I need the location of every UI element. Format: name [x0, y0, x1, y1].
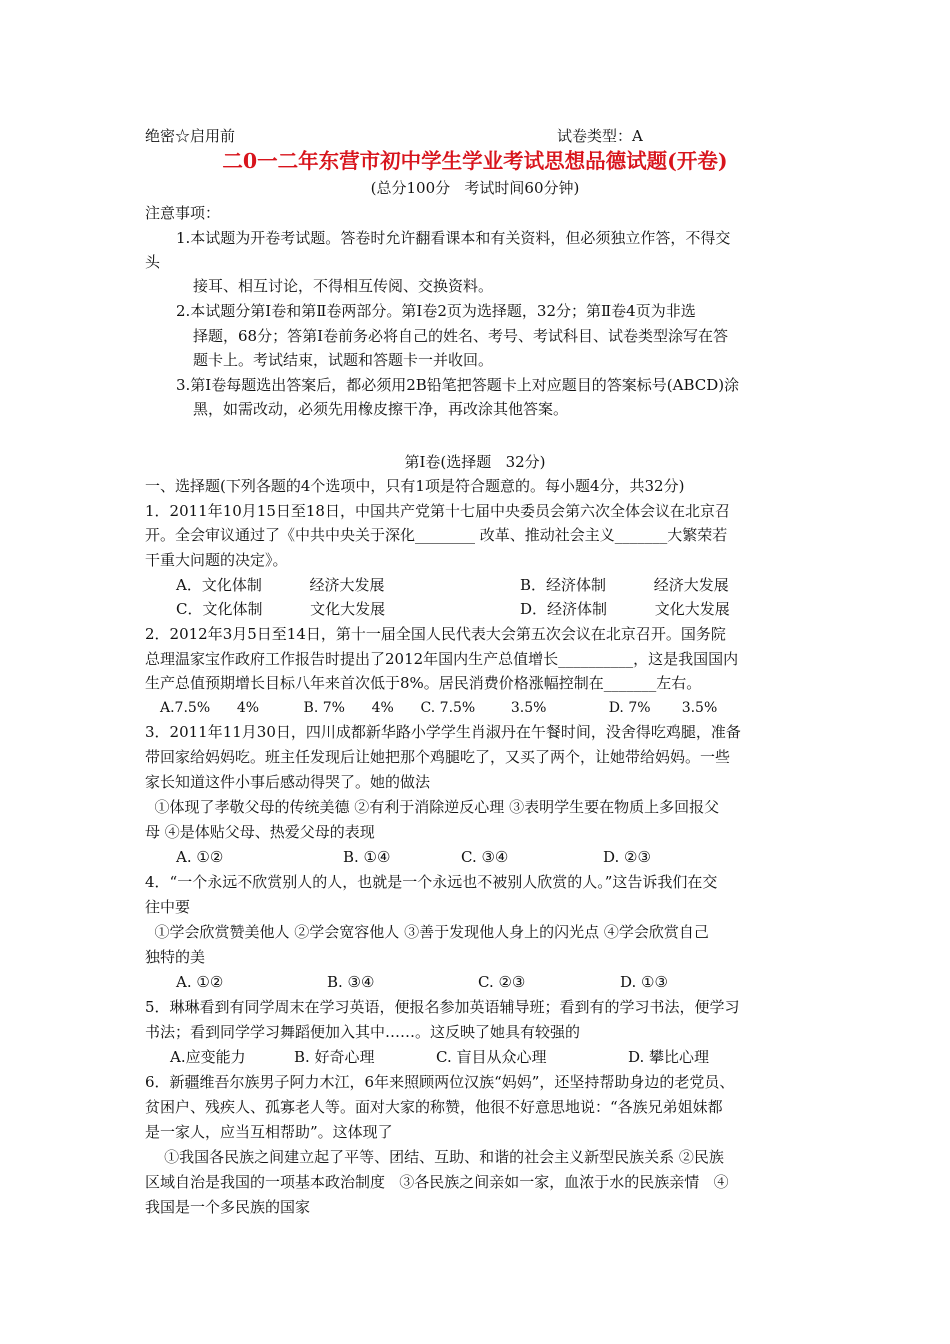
question-5-option-d: D. 攀比心理: [628, 1048, 710, 1066]
section-instruction: 一、选择题(下列各题的4个选项中，只有1项是符合题意的。每小题4分，共32分): [145, 477, 685, 495]
exam-subtitle: (总分100分 考试时间60分钟): [370, 179, 580, 197]
question-2-options: A.7.5% 4% B. 7% 4% C. 7.5% 3.5% D. 7% 3.5%: [160, 700, 718, 716]
paper-type-label: 试卷类型：A: [557, 127, 643, 145]
question-6-line: 6．新疆维吾尔族男子阿力木江，6年来照顾两位汉族“妈妈”，还坚持帮助身边的老党员、: [145, 1073, 735, 1091]
question-3-item: 母 ④是体贴父母、热爱父母的表现: [145, 823, 375, 841]
question-3-option-a: A. ①②: [176, 848, 224, 866]
question-1-option-c: C．文化体制 文化大发展: [176, 600, 386, 618]
question-5-option-a: A.应变能力: [170, 1048, 246, 1066]
question-3-item: ①体现了孝敬父母的传统美德 ②有利于消除逆反心理 ③表明学生要在物质上多回报父: [145, 798, 720, 816]
question-3-line: 3．2011年11月30日，四川成都新华路小学学生肖淑丹在午餐时间，没舍得吃鸡腿，准备: [145, 723, 741, 741]
question-6-line: 贫困户、残疾人、孤寡老人等。面对大家的称赞，他很不好意思地说：“各族兄弟姐妹都: [145, 1098, 723, 1116]
question-5-line: 5．琳琳看到有同学周末在学习英语，便报名参加英语辅导班；看到有的学习书法，便学习: [145, 998, 740, 1016]
question-2-line: 总理温家宝作政府工作报告时提出了2012年国内生产总值增长__________，这是我国国内: [145, 650, 739, 668]
exam-title: 二0一二年东营市初中学生学业考试思想品德试题(开卷): [222, 149, 728, 173]
question-3-line: 带回家给妈妈吃。班主任发现后让她把那个鸡腿吃了，又买了两个，让她带给妈妈。一些: [145, 748, 731, 766]
question-1-option-b: B．经济体制 经济大发展: [520, 576, 729, 594]
section-title: 第Ⅰ卷(选择题 32分): [404, 453, 546, 471]
question-1-line: 开。全会审议通过了《中共中央关于深化________ 改革、推动社会主义_______大繁荣若: [145, 526, 728, 544]
question-4-option-d: D. ①③: [620, 973, 668, 991]
question-3-option-d: D. ②③: [603, 848, 651, 866]
question-6-line: 是一家人，应当互相帮助”。这体现了: [145, 1123, 393, 1141]
question-1-line: 1．2011年10月15日至18日，中国共产党第十七届中央委员会第六次全体会议在北京召: [145, 502, 730, 520]
question-4-line: 往中要: [145, 898, 191, 916]
question-4-line: 4．“一个永远不欣赏别人的人，也就是一个永远也不被别人欣赏的人。”这告诉我们在交: [145, 873, 718, 891]
question-4-item: 独特的美: [145, 948, 206, 966]
question-1-line: 干重大问题的决定》。: [145, 551, 288, 569]
note-line: 3.第Ⅰ卷每题选出答案后，都必须用2B铅笔把答题卡上对应题目的答案标号(ABCD)涂: [176, 376, 740, 394]
confidential-label: 绝密☆启用前: [145, 127, 236, 145]
question-1-option-d: D．经济体制 文化大发展: [520, 600, 730, 618]
question-3-line: 家长知道这件小事后感动得哭了。她的做法: [145, 773, 431, 791]
question-1-option-a: A．文化体制 经济大发展: [176, 576, 385, 594]
note-line: 黑，如需改动，必须先用橡皮擦干净，再改涂其他答案。: [193, 400, 569, 418]
question-6-item: 区域自治是我国的一项基本政治制度 ③各民族之间亲如一家，血浓于水的民族亲情 ④: [145, 1173, 729, 1191]
question-4-item: ①学会欣赏赞美他人 ②学会宽容他人 ③善于发现他人身上的闪光点 ④学会欣赏自己: [145, 923, 709, 941]
question-2-line: 生产总值预期增长目标八年来首次低于8%。居民消费价格涨幅控制在_______左右。: [145, 674, 702, 692]
note-line: 2.本试题分第Ⅰ卷和第Ⅱ卷两部分。第Ⅰ卷2页为选择题，32分；第Ⅱ卷4页为非选: [176, 302, 696, 320]
question-6-item: 我国是一个多民族的国家: [145, 1198, 311, 1216]
question-3-option-b: B. ①④: [343, 848, 391, 866]
question-2-line: 2．2012年3月5日至14日，第十一届全国人民代表大会第五次会议在北京召开。国务院: [145, 625, 726, 643]
question-3-option-c: C. ③④: [461, 848, 509, 866]
note-line: 接耳、相互讨论，不得相互传阅、交换资料。: [193, 277, 494, 295]
question-5-option-c: C. 盲目从众心理: [436, 1048, 547, 1066]
note-line: 题卡上。考试结束，试题和答题卡一并收回。: [193, 351, 494, 369]
note-line: 择题，68分；答第Ⅰ卷前务必将自己的姓名、考号、考试科目、试卷类型涂写在答: [193, 327, 729, 345]
question-4-option-c: C. ②③: [478, 973, 526, 991]
question-5-line: 书法；看到同学学习舞蹈便加入其中……。这反映了她具有较强的: [145, 1023, 581, 1041]
note-line: 1.本试题为开卷考试题。答卷时允许翻看课本和有关资料，但必须独立作答，不得交: [176, 229, 731, 247]
notes-heading: 注意事项：: [145, 204, 221, 222]
question-4-option-b: B. ③④: [327, 973, 375, 991]
question-4-option-a: A. ①②: [176, 973, 224, 991]
note-line: 头: [145, 253, 161, 271]
question-5-option-b: B. 好奇心理: [294, 1048, 375, 1066]
question-6-item: ①我国各民族之间建立起了平等、团结、互助、和谐的社会主义新型民族关系 ②民族: [145, 1148, 724, 1166]
